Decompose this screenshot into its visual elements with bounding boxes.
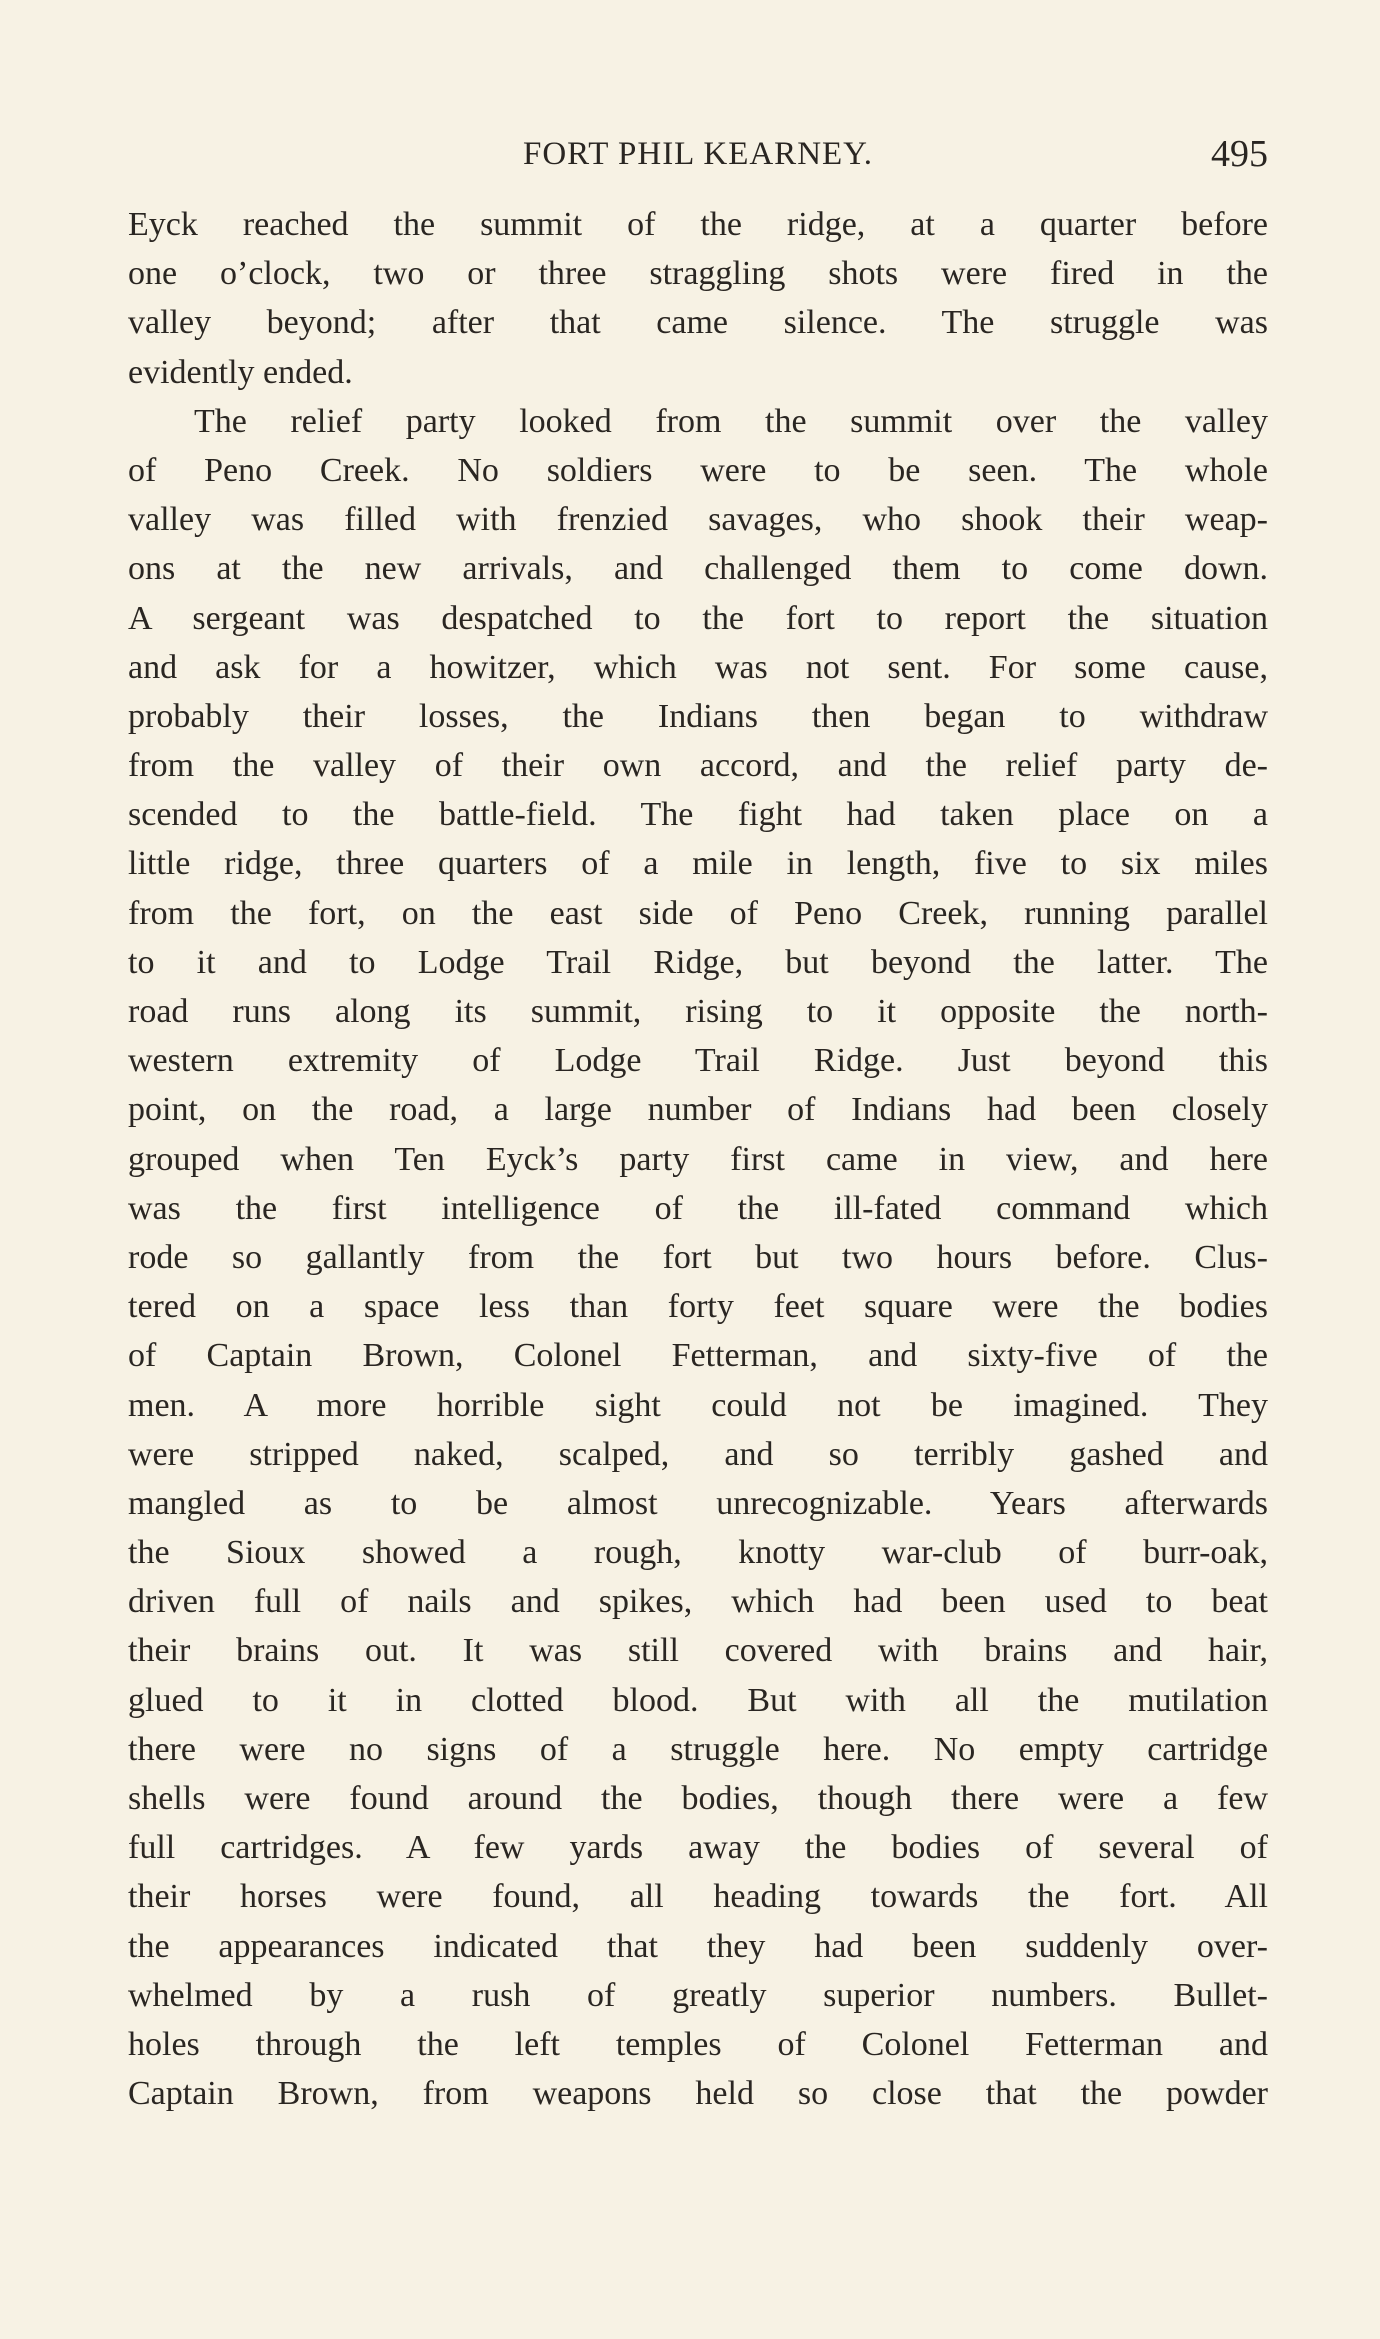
- text-line: tered on a space less than forty feet square were the bodies: [128, 1288, 1268, 1326]
- text-line: road runs along its summit, rising to it opposite the north-: [128, 993, 1268, 1030]
- text-line: shells were found around the bodies, though there were a few: [128, 1780, 1268, 1817]
- text-line: there were no signs of a struggle here. No empty cartridge: [128, 1730, 1268, 1768]
- text-line: driven full of nails and spikes, which had been used to beat: [128, 1583, 1268, 1621]
- text-line: Captain Brown, from weapons held so close that the powder: [128, 2075, 1268, 2113]
- text-line: glued to it in clotted blood. But with all the mutilation: [128, 1681, 1268, 1719]
- text-line: from the valley of their own accord, and the relief party de-: [128, 747, 1268, 785]
- running-title: FORT PHIL KEARNEY.: [522, 136, 874, 172]
- text-line: A sergeant was despatched to the fort to report the situation: [128, 599, 1268, 637]
- text-line: men. A more horrible sight could not be imagined. They: [128, 1386, 1268, 1424]
- text-line: of Captain Brown, Colonel Fetterman, and sixty-five of the: [128, 1337, 1268, 1375]
- text-line: grouped when Ten Eyck’s party first came in view, and here: [128, 1140, 1268, 1178]
- text-line: The relief party looked from the summit over the valley: [194, 402, 1268, 440]
- text-line: one o’clock, two or three straggling shots were fired in the: [128, 255, 1268, 293]
- text-line: was the first intelligence of the ill-fated command which: [128, 1189, 1268, 1227]
- text-line: valley beyond; after that came silence. The struggle was: [128, 304, 1268, 342]
- text-line: their horses were found, all heading towards the fort. All: [128, 1878, 1268, 1916]
- text-line: and ask for a howitzer, which was not sent. For some cause,: [128, 648, 1268, 686]
- text-line: the Sioux showed a rough, knotty war-club of burr-oak,: [128, 1534, 1268, 1572]
- text-line: holes through the left temples of Colonel Fetterman and: [128, 2025, 1268, 2063]
- text-line: mangled as to be almost unrecognizable. Years afterwards: [128, 1484, 1268, 1522]
- text-line: ons at the new arrivals, and challenged them to come down.: [128, 550, 1268, 588]
- text-line: probably their losses, the Indians then began to withdraw: [128, 697, 1268, 735]
- text-line: full cartridges. A few yards away the bodies of several of: [128, 1829, 1268, 1867]
- text-line: little ridge, three quarters of a mile in length, five to six miles: [128, 845, 1268, 883]
- text-line: the appearances indicated that they had been suddenly over-: [128, 1927, 1268, 1965]
- text-line: point, on the road, a large number of Indians had been closely: [128, 1091, 1268, 1129]
- text-line: evidently ended.: [128, 353, 353, 391]
- text-line: whelmed by a rush of greatly superior numbers. Bullet-: [128, 1976, 1268, 2014]
- text-line: valley was filled with frenzied savages, who shook their weap-: [128, 501, 1268, 539]
- text-line: from the fort, on the east side of Peno Creek, running parallel: [128, 894, 1268, 932]
- body-text: [128, 200, 1268, 2118]
- text-line: their brains out. It was still covered with brains and hair,: [128, 1632, 1268, 1670]
- text-line: western extremity of Lodge Trail Ridge. Just beyond this: [128, 1042, 1268, 1080]
- text-line: Eyck reached the summit of the ridge, at a quarter before: [128, 206, 1268, 243]
- text-line: of Peno Creek. No soldiers were to be seen. The whole: [128, 451, 1268, 489]
- text-line: to it and to Lodge Trail Ridge, but beyond the latter. The: [128, 943, 1268, 981]
- text-line: were stripped naked, scalped, and so terribly gashed and: [128, 1435, 1268, 1473]
- text-line: rode so gallantly from the fort but two hours before. Clus-: [128, 1238, 1268, 1276]
- text-line: scended to the battle-field. The fight had taken place on a: [128, 796, 1268, 834]
- running-head: [128, 128, 1268, 180]
- page-number: 495: [1211, 133, 1268, 175]
